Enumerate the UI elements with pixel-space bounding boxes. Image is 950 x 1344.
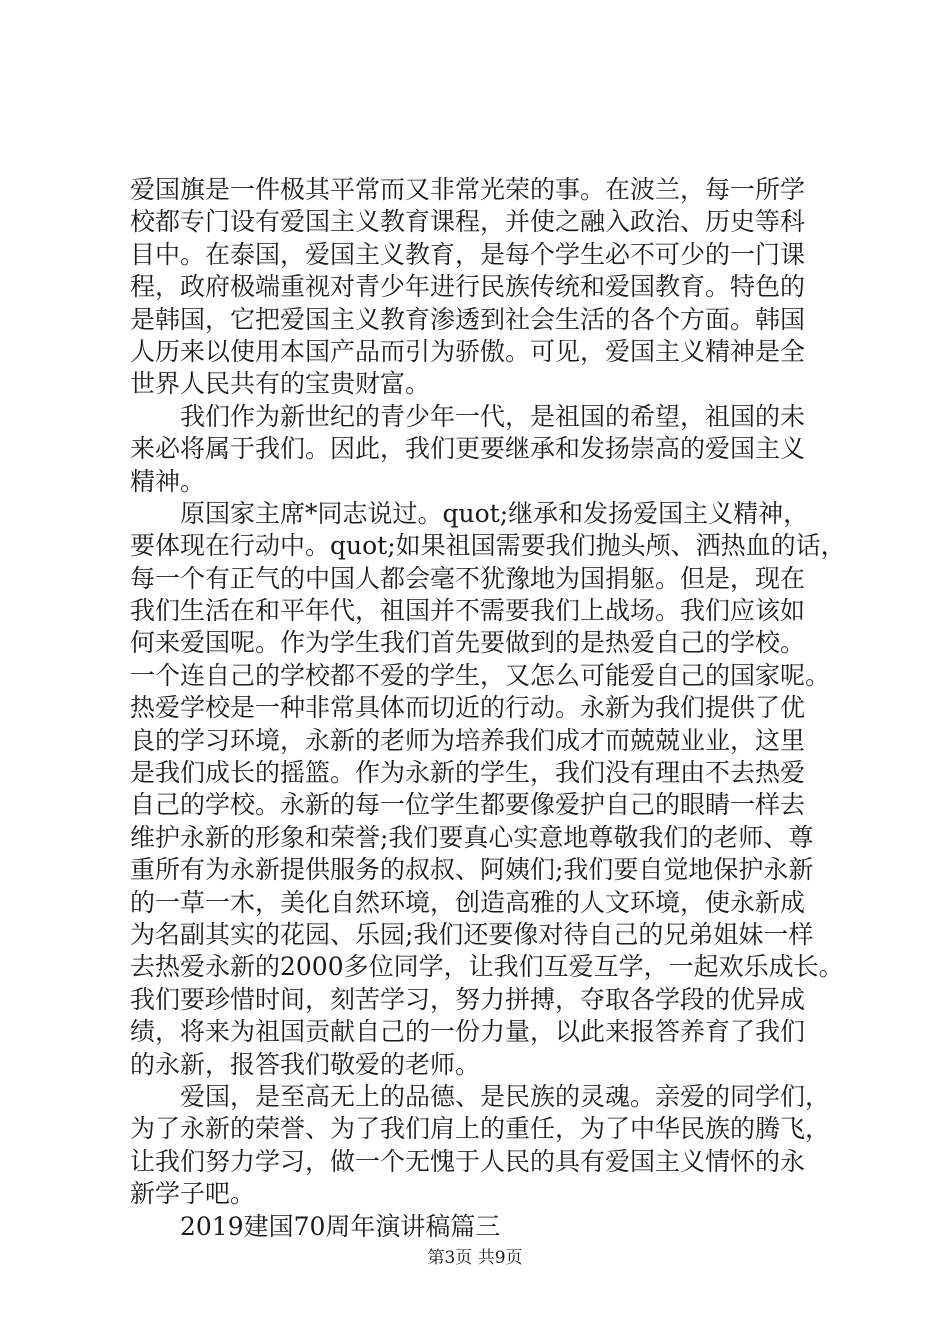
text-line: 绩，将来为祖国贡献自己的一份力量，以此来报答养育了我们 bbox=[130, 1017, 806, 1047]
text-line: 校都专门设有爱国主义教育课程，并使之融入政治、历史等科 bbox=[130, 207, 806, 237]
text-line: 重所有为永新提供服务的叔叔、阿姨们;我们要自觉地保护永新 bbox=[130, 855, 814, 885]
text-line: 每一个有正气的中国人都会毫不犹豫地为国捐躯。但是，现在 bbox=[130, 563, 806, 593]
text-line: 何来爱国呢。作为学生我们首先要做到的是热爱自己的学校。 bbox=[130, 628, 806, 658]
text-line: 是韩国，它把爱国主义教育渗透到社会生活的各个方面。韩国 bbox=[130, 304, 806, 334]
text-line: 的永新，报答我们敬爱的老师。 bbox=[130, 1049, 481, 1079]
text-line: 精神。 bbox=[130, 466, 206, 496]
text-line: 要体现在行动中。quot;如果祖国需要我们抛头颅、洒热血的话， bbox=[130, 531, 846, 561]
text-line: 程，政府极端重视对青少年进行民族传统和爱国教育。特色的 bbox=[130, 272, 806, 302]
text-line: 让我们努力学习，做一个无愧于人民的具有爱国主义情怀的永 bbox=[130, 1146, 806, 1176]
text-line: 良的学习环境，永新的老师为培养我们成才而兢兢业业，这里 bbox=[130, 725, 806, 755]
text-line: 爱国旗是一件极其平常而又非常光荣的事。在波兰，每一所学 bbox=[130, 175, 806, 204]
text-line: 热爱学校是一种非常具体而切近的行动。永新为我们提供了优 bbox=[130, 693, 806, 723]
text-line: 是我们成长的摇篮。作为永新的学生，我们没有理由不去热爱 bbox=[130, 758, 806, 788]
text-line: 一个连自己的学校都不爱的学生，又怎么可能爱自己的国家呢。 bbox=[130, 660, 831, 690]
paragraph-start-line: 我们作为新世纪的青少年一代，是祖国的希望，祖国的未 bbox=[180, 401, 806, 431]
text-line: 我们生活在和平年代，祖国并不需要我们上战场。我们应该如 bbox=[130, 596, 806, 626]
text-line: 人历来以使用本国产品而引为骄傲。可见，爱国主义精神是全 bbox=[130, 336, 806, 366]
text-line: 我们要珍惜时间，刻苦学习，努力拼搏，夺取各学段的优异成 bbox=[130, 984, 806, 1014]
text-line: 去热爱永新的2000多位同学，让我们互爱互学，一起欢乐成长。 bbox=[130, 952, 844, 982]
document-body bbox=[130, 174, 846, 1243]
text-line: 自己的学校。永新的每一位学生都要像爱护自己的眼睛一样去 bbox=[130, 790, 806, 820]
text-line: 为了永新的荣誉、为了我们肩上的重任，为了中华民族的腾飞， bbox=[130, 1114, 831, 1144]
section-heading: 2019建国70周年演讲稿篇三 bbox=[180, 1211, 501, 1241]
page-number-footer: 第3页 共9页 bbox=[427, 1248, 523, 1268]
text-line: 世界人民共有的宝贵财富。 bbox=[130, 369, 431, 399]
text-line: 的一草一木，美化自然环境，创造高雅的人文环境，使永新成 bbox=[130, 887, 806, 917]
text-line: 为名副其实的花园、乐园;我们还要像对待自己的兄弟姐妹一样 bbox=[130, 919, 814, 949]
text-line: 目中。在泰国，爱国主义教育，是每个学生必不可少的一门课 bbox=[130, 239, 806, 269]
text-line: 来必将属于我们。因此，我们更要继承和发扬崇高的爱国主义 bbox=[130, 434, 806, 464]
text-line: 新学子吧。 bbox=[130, 1179, 256, 1209]
paragraph-start-line: 原国家主席*同志说过。quot;继承和发扬爱国主义精神， bbox=[180, 498, 809, 528]
text-line: 维护永新的形象和荣誉;我们要真心实意地尊敬我们的老师、尊 bbox=[130, 822, 814, 852]
paragraph-start-line: 爱国，是至高无上的品德、是民族的灵魂。亲爱的同学们， bbox=[180, 1081, 831, 1111]
